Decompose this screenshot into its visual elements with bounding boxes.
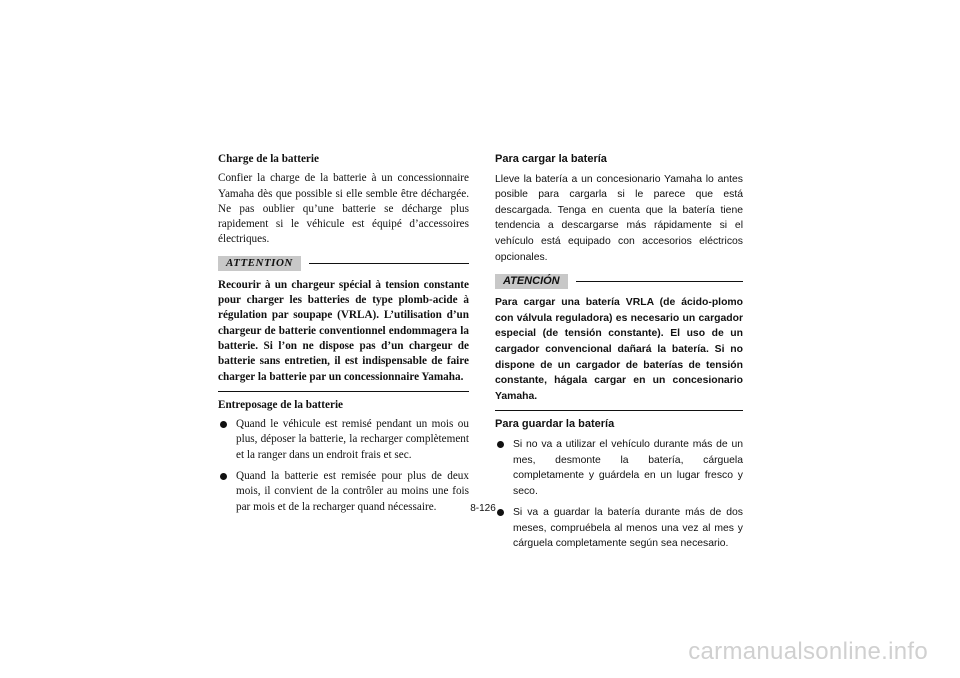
fr-bullet-text: Quand la batterie est remisée pour plus de deux mois, il convient de la contrôler au moins une fois par mois et de la recharger quand nécessaire. <box>236 470 469 513</box>
es-storage-list <box>495 437 743 552</box>
es-caution-text: Para cargar una batería VRLA (de ácido-plomo con válvula reguladora) es necesario un cargador especial (de tensión constante). El uso de un cargador convencional dañará la batería. Si no dispone de un cargador de baterías de tensión constante, hágala cargar en un concesionario Yamaha. <box>495 297 743 402</box>
spanish-column <box>495 152 743 558</box>
es-bullet-text: Si no va a utilizar el vehículo durante más de un mes, desmonte la batería, cárguela completamente y guárdela en un lugar fresco y seco. <box>513 438 743 497</box>
fr-caution-text: Recourir à un chargeur spécial à tension constante pour charger les batteries de type plomb-acide à régulation par soupape (VRLA). L’utilisation d’un chargeur de batterie conventionnel endommagera la batterie. Si l’on ne dispose pas d’un chargeur de batterie sans entretien, il est indispensable de faire charger la batterie par un concessionnaire Yamaha. <box>218 278 469 383</box>
list-item <box>495 437 743 499</box>
es-heading-battery-charge: Para cargar la batería <box>495 153 607 165</box>
fr-caution-badge: ATTENTION <box>218 256 301 271</box>
es-heading-storage: Para guardar la batería <box>495 418 615 431</box>
fr-bullet-text: Quand le véhicule est remisé pendant un mois ou plus, déposer la batterie, la recharger complètement et la ranger dans un endroit frais et sec. <box>236 418 469 461</box>
es-caution-end-rule <box>495 410 743 411</box>
fr-caution-line <box>309 263 469 264</box>
list-item <box>218 417 469 463</box>
bullet-icon <box>220 421 227 428</box>
fr-storage-list <box>218 417 469 515</box>
fr-heading-battery-charge: Charge de la batterie <box>218 153 319 165</box>
fr-caution-header <box>218 256 469 272</box>
es-caution-badge: ATENCIÓN <box>495 274 568 289</box>
page-number <box>0 503 960 514</box>
french-column <box>218 152 469 521</box>
fr-charge-paragraph: Confier la charge de la batterie à un concessionnaire Yamaha dès que possible si elle semble être déchargée. Ne pas oublier qu’une batterie se décharge plus rapidement si le véhicule est équipé d’accessoires électriques. <box>218 172 469 246</box>
es-bullet-text: Si va a guardar la batería durante más de dos meses, compruébela al menos una vez al mes y cárguela completamente según sea necesario. <box>513 507 743 550</box>
es-caution-line <box>576 281 743 282</box>
bullet-icon <box>497 441 504 448</box>
bullet-icon <box>220 473 227 480</box>
watermark: carmanualsonline.info <box>688 638 928 665</box>
es-caution-header <box>495 273 743 289</box>
fr-caution-end-rule <box>218 391 469 392</box>
fr-heading-storage: Entreposage de la batterie <box>218 398 344 411</box>
es-charge-paragraph: Lleve la batería a un concesionario Yamaha lo antes posible para cargarla si le parece que está descargada. Tenga en cuenta que la batería tiene tendencia a descargarse más rápidamente si el vehículo está equipado con accesorios eléctricos opcionales. <box>495 173 743 263</box>
page-number-text: 8-126 <box>470 503 496 514</box>
